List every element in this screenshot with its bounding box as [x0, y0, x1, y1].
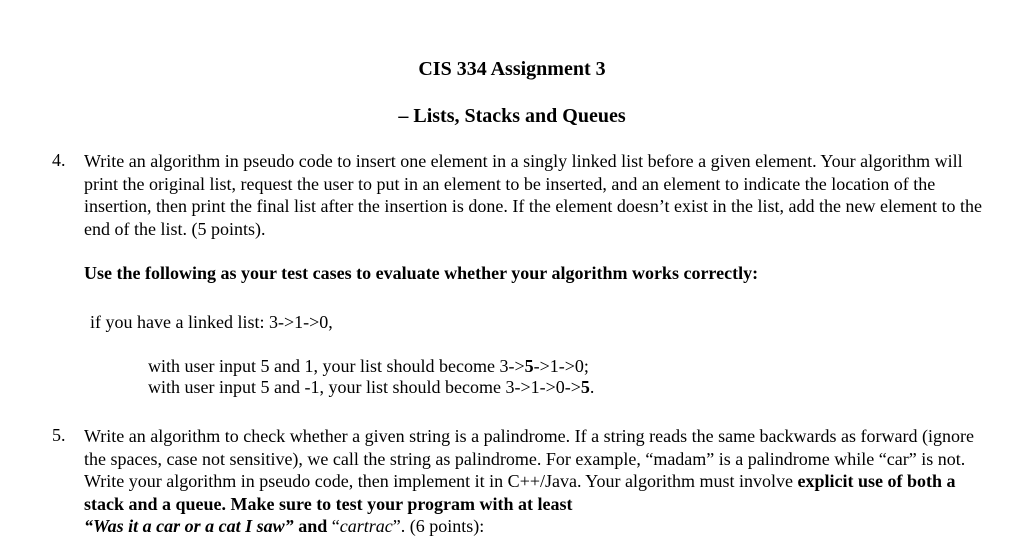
test-case-1	[148, 355, 589, 377]
example-string-2: cartrac	[339, 516, 393, 536]
test-case-1-highlight: 5	[524, 356, 534, 376]
test-case-2-suffix: .	[589, 377, 595, 397]
page-subtitle: – Lists, Stacks and Queues	[398, 105, 626, 127]
page-title: CIS 334 Assignment 3	[418, 58, 606, 80]
test-case-1-prefix: with user input 5 and 1, your list should become 3->	[148, 356, 525, 376]
example-string-1: “Was it a car or a cat I saw”	[84, 516, 294, 536]
test-cases-heading: Use the following as your test cases to evaluate whether your algorithm works correctly:	[84, 263, 759, 283]
question-5-text	[84, 425, 989, 538]
example-and: and	[293, 516, 332, 536]
question-5-number: 5.	[52, 425, 66, 445]
test-case-1-suffix: ->1->0;	[533, 356, 589, 376]
question-5-emphasis: explicit use of both a stack and a queue. Make sure to test your program with at least	[84, 471, 956, 514]
example-quote-open: “	[331, 516, 340, 536]
question-4-number: 4.	[52, 150, 66, 170]
example-quote-close: ”. (6 points):	[392, 516, 485, 536]
question-4-text: Write an algorithm in pseudo code to insert one element in a singly linked list before a given element. Your algorithm will print the original list, request the user to put in an element to be inserted, and an element to indicate the location of the insertion, then print the final list after the insertion is done. If the element doesn’t exist in the list, add the new element to the end of the list. (5 points).	[84, 151, 982, 239]
test-case-2	[148, 376, 594, 398]
test-case-2-highlight: 5	[580, 377, 590, 397]
linked-list-intro: if you have a linked list: 3->1->0,	[90, 312, 333, 332]
question-5-body: Write an algorithm to check whether a given string is a palindrome. If a string reads the same backwards as forward (ignore the spaces, case not sensitive), we call the string as palindrome. For example, “madam” is a palindrome while “car” is not. Write your algorithm in pseudo code, then implement it in C++/Java. Your algorithm must involve	[84, 426, 974, 491]
test-case-2-prefix: with user input 5 and -1, your list should become 3->1->0->	[148, 377, 581, 397]
